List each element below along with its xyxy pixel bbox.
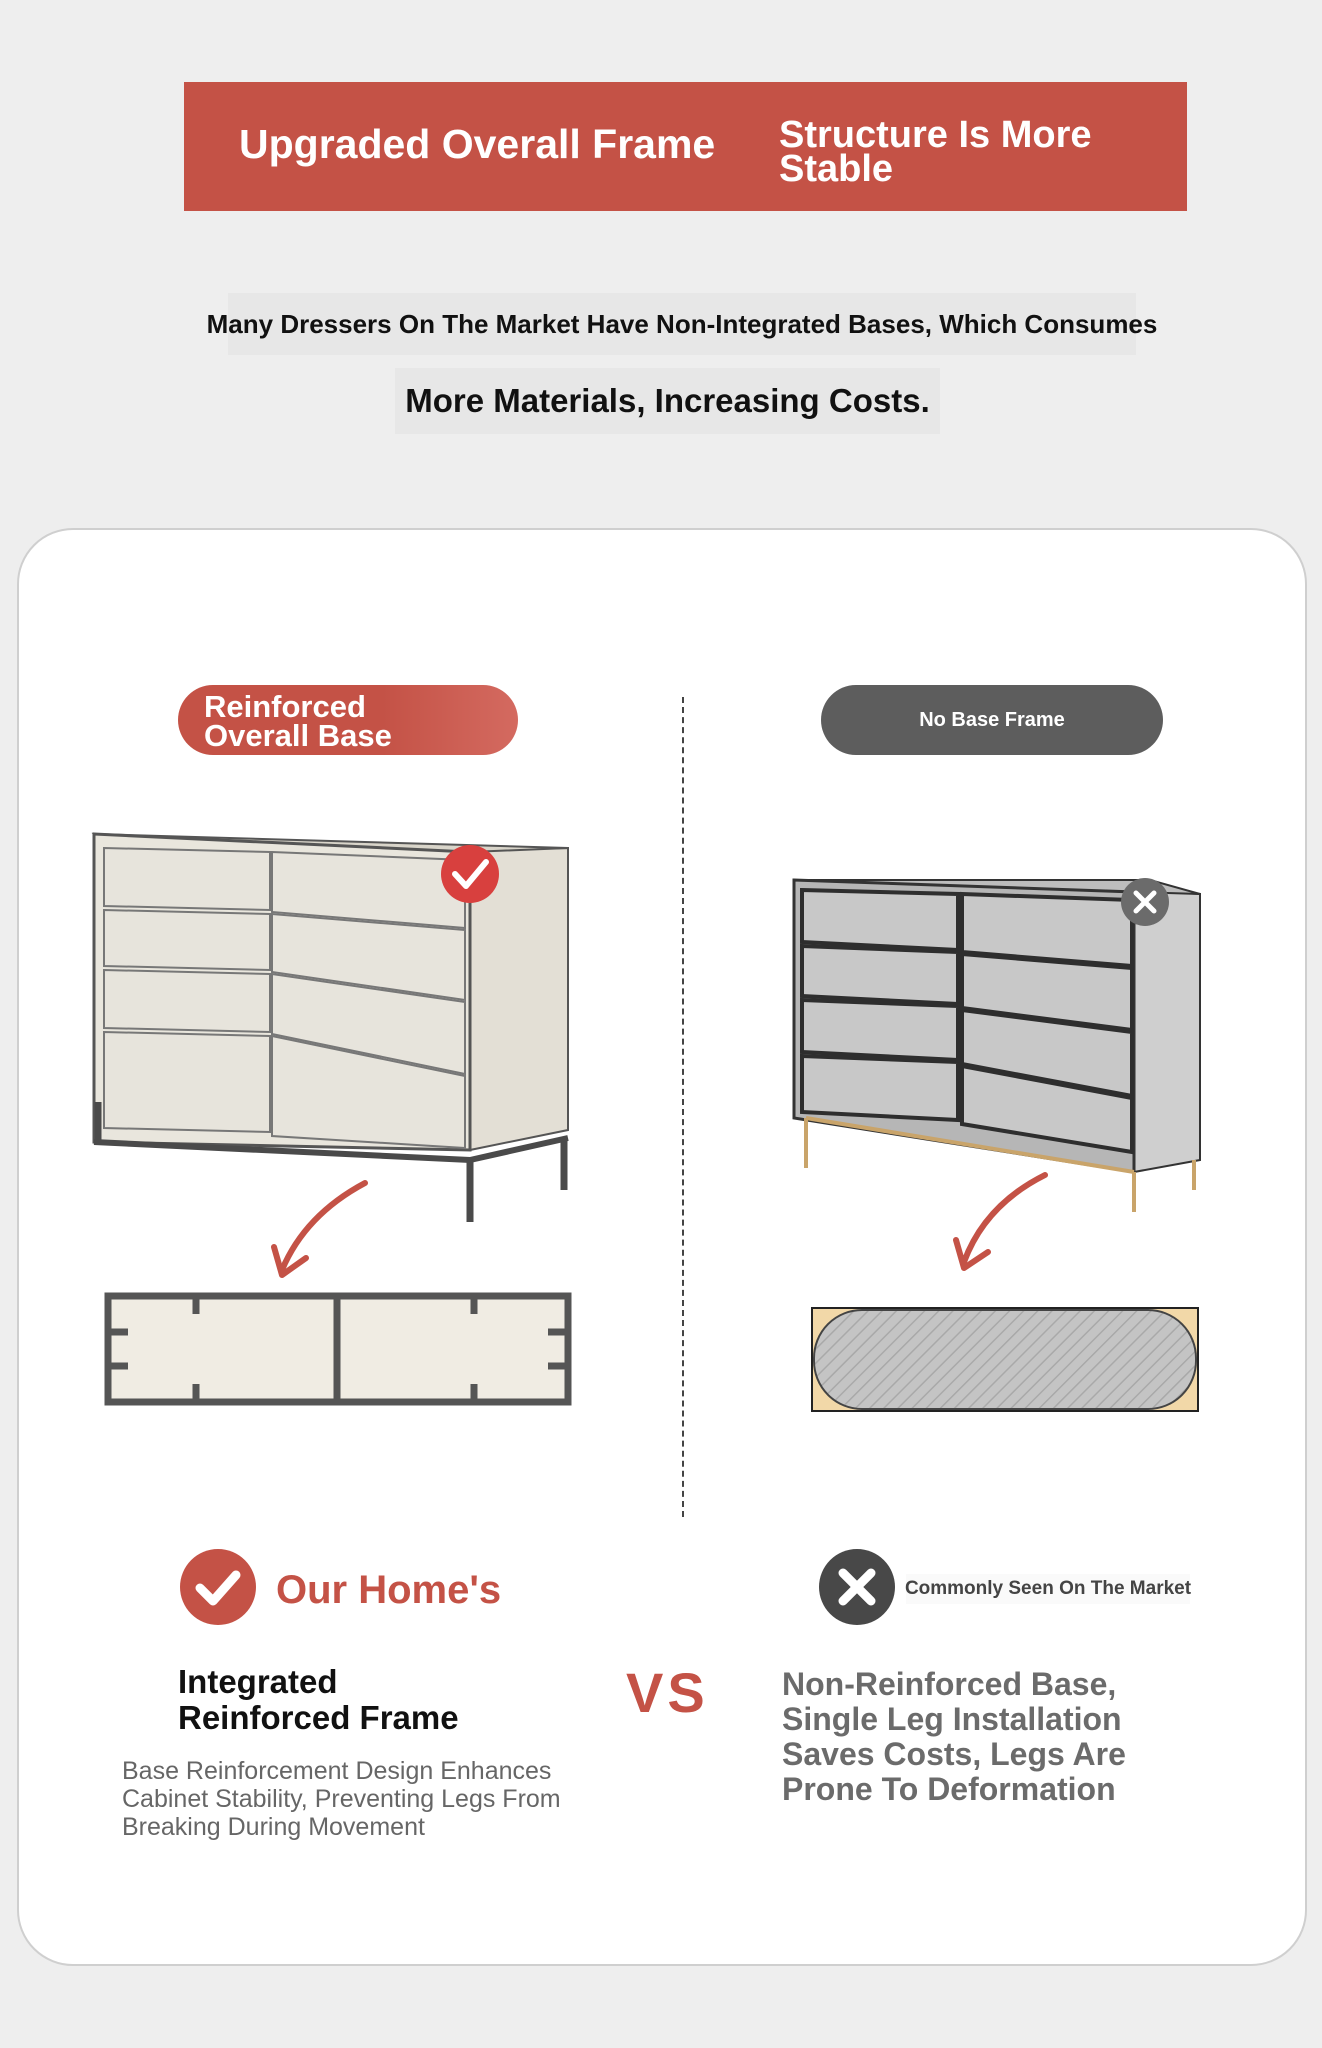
- reinforced-dresser-illustration: [94, 834, 568, 1222]
- no-base-frame-pill: No Base Frame: [821, 685, 1163, 755]
- non-reinforced-dresser-illustration: [794, 878, 1200, 1212]
- commonly-seen-label: Commonly Seen On The Market: [906, 1574, 1190, 1604]
- non-reinforced-description: Non-Reinforced Base, Single Leg Installation Saves Costs, Legs Are Prone To Deformation: [782, 1666, 1126, 1807]
- arrow-down-left-icon-2: [964, 1175, 1045, 1262]
- our-home-label: Our Home's: [276, 1568, 502, 1612]
- vs-label: VS: [626, 1661, 709, 1724]
- no-frame-base-diagram: [812, 1308, 1198, 1411]
- integrated-frame-diagram: [108, 1296, 568, 1402]
- integrated-frame-description: Base Reinforcement Design Enhances Cabinet Stability, Preventing Legs From Breaking During Movement: [122, 1757, 561, 1841]
- banner-title-left: Upgraded Overall Frame: [239, 121, 716, 167]
- banner-title-right: Structure Is More Stable: [779, 114, 1092, 190]
- arrow-down-left-icon: [282, 1183, 365, 1270]
- reinforced-base-pill-label: Reinforced Overall Base: [204, 689, 392, 753]
- intro-line-2: More Materials, Increasing Costs.: [395, 368, 940, 434]
- check-circle-icon: [180, 1549, 256, 1625]
- x-circle-icon: [819, 1549, 895, 1625]
- intro-line-1: Many Dressers On The Market Have Non-Integrated Bases, Which Consumes: [228, 293, 1136, 355]
- integrated-frame-title: Integrated Reinforced Frame: [178, 1663, 459, 1736]
